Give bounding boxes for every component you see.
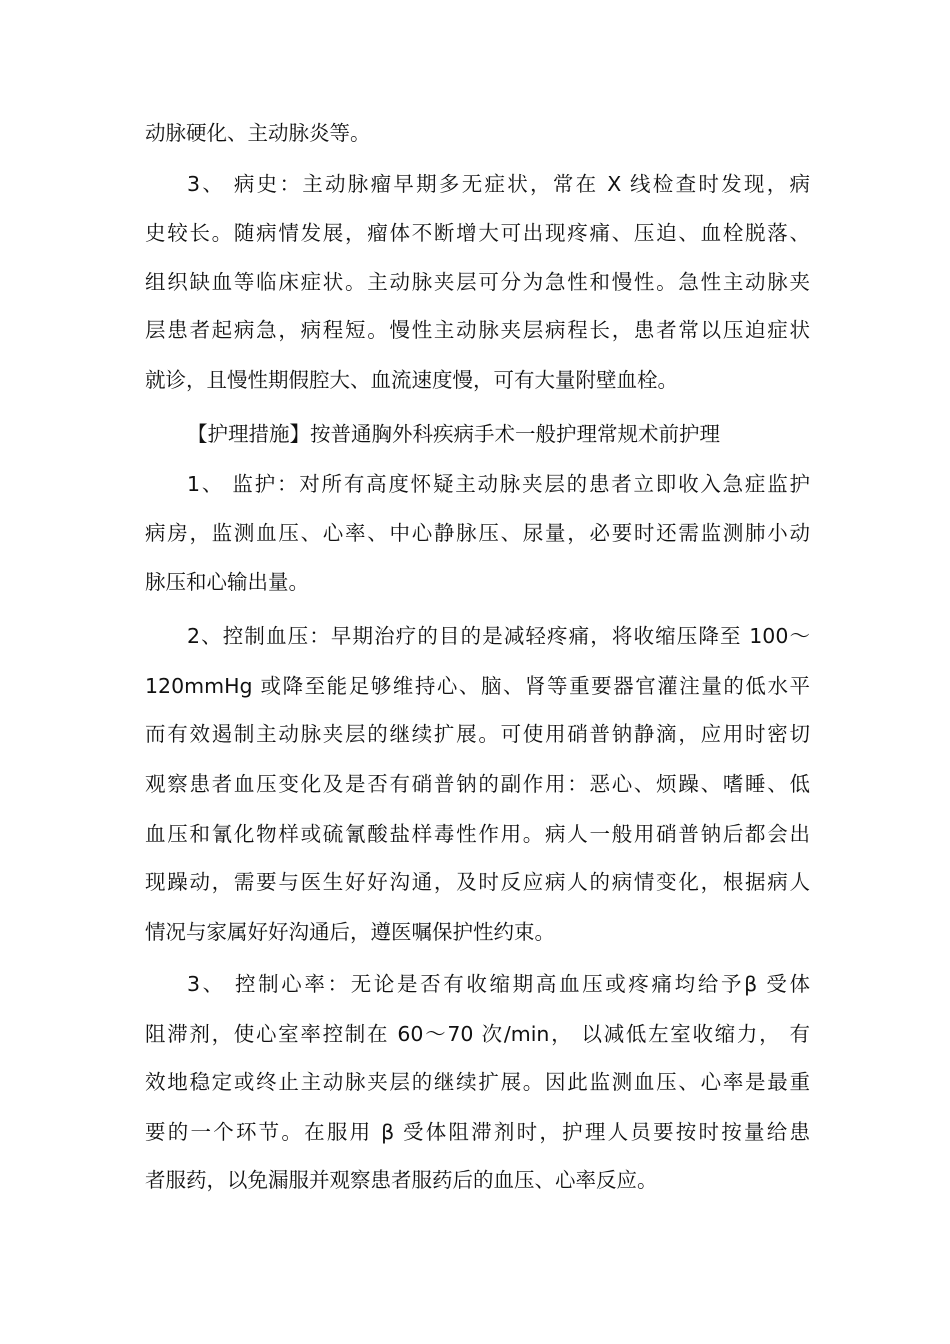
text-line: 就诊，且慢性期假腔大、血流速度慢，可有大量附壁血栓。 xyxy=(145,368,678,392)
text-line: 效地稳定或终止主动脉夹层的继续扩展。因此监测血压、心率是最重 xyxy=(145,1070,810,1094)
text-line: 阻滞剂，使心室率控制在 60～70 次/min， 以减低左室收缩力， 有 xyxy=(145,1022,810,1046)
text-line: 组织缺血等临床症状。主动脉夹层可分为急性和慢性。急性主动脉夹 xyxy=(145,270,810,294)
text-line: 而有效遏制主动脉夹层的继续扩展。可使用硝普钠静滴，应用时密切 xyxy=(145,722,810,746)
text-line: 者服药，以免漏服并观察患者服药后的血压、心率反应。 xyxy=(145,1168,658,1192)
section-heading: 【护理措施】按普通胸外科疾病手术一般护理常规术前护理 xyxy=(187,422,720,446)
text-line: 现躁动，需要与医生好好沟通，及时反应病人的病情变化，根据病人 xyxy=(145,870,810,894)
text-line: 2、控制血压：早期治疗的目的是减轻疼痛，将收缩压降至 100～ xyxy=(187,624,810,648)
text-line: 1、 监护：对所有高度怀疑主动脉夹层的患者立即收入急症监护 xyxy=(187,472,810,496)
text-line: 动脉硬化、主动脉炎等。 xyxy=(145,121,371,145)
text-line: 史较长。随病情发展，瘤体不断增大可出现疼痛、压迫、血栓脱落、 xyxy=(145,221,810,245)
text-line: 情况与家属好好沟通后，遵医嘱保护性约束。 xyxy=(145,920,555,944)
text-line: 层患者起病急，病程短。慢性主动脉夹层病程长，患者常以压迫症状 xyxy=(145,318,810,342)
text-line: 脉压和心输出量。 xyxy=(145,570,309,594)
text-line: 3、 病史：主动脉瘤早期多无症状，常在 X 线检查时发现，病 xyxy=(187,172,810,196)
text-line: 血压和氰化物样或硫氰酸盐样毒性作用。病人一般用硝普钠后都会出 xyxy=(145,822,810,846)
text-line: 3、 控制心率：无论是否有收缩期高血压或疼痛均给予β 受体 xyxy=(187,972,810,996)
text-line: 120mmHg 或降至能足够维持心、脑、肾等重要器官灌注量的低水平 xyxy=(145,674,810,698)
text-line: 病房，监测血压、心率、中心静脉压、尿量，必要时还需监测肺小动 xyxy=(145,521,810,545)
text-line: 要的一个环节。在服用 β 受体阻滞剂时，护理人员要按时按量给患 xyxy=(145,1120,810,1144)
text-line: 观察患者血压变化及是否有硝普钠的副作用：恶心、烦躁、嗜睡、低 xyxy=(145,772,810,796)
